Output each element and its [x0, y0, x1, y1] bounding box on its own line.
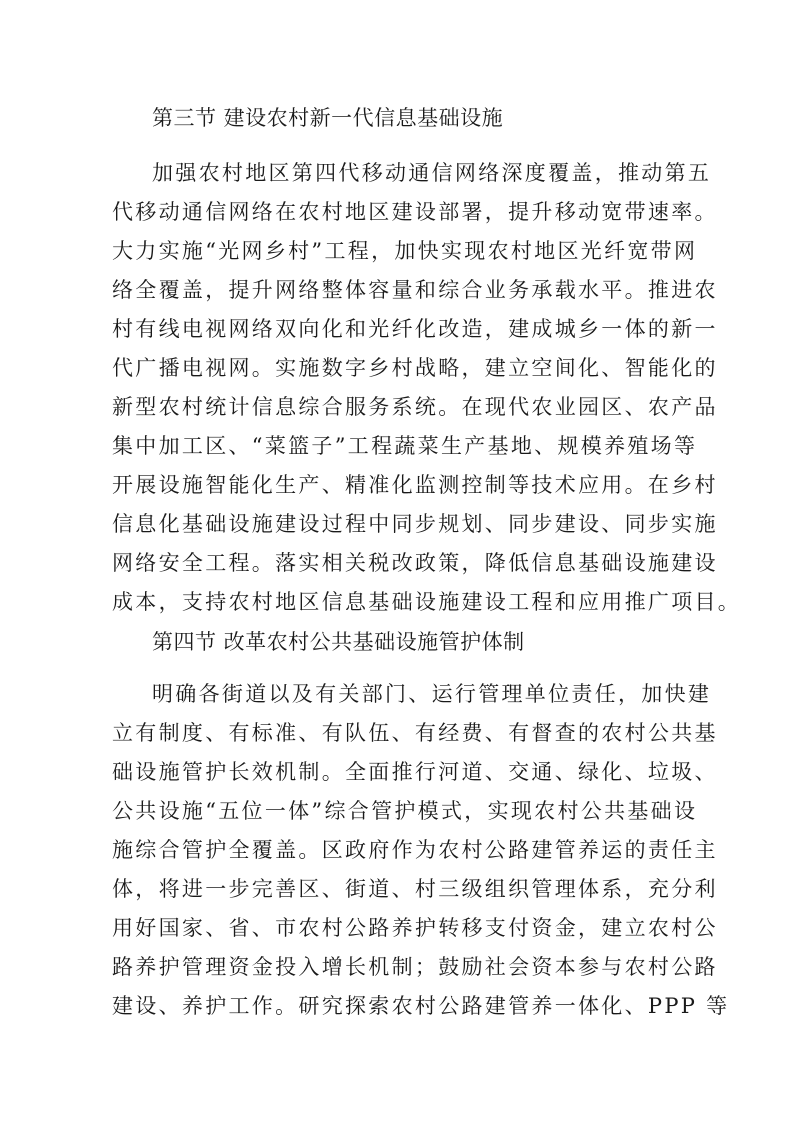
paragraph-line: 集中加工区、“菜篮子”工程蔬菜生产基地、规模养殖场等	[112, 434, 698, 458]
paragraph-line: 信息化基础设施建设过程中同步规划、同步建设、同步实施	[112, 512, 718, 536]
paragraph-line: 施综合管护全覆盖。区政府作为农村公路建管养运的责任主	[112, 838, 718, 862]
paragraph-line: 络全覆盖，提升网络整体容量和综合业务承载水平。推进农	[112, 278, 718, 302]
paragraph-line: 网络安全工程。落实相关税改政策，降低信息基础设施建设	[112, 551, 718, 575]
paragraph-line: 建设、养护工作。研究探索农村公路建管养一体化、PPP 等	[112, 994, 730, 1018]
paragraph-line: 大力实施“光网乡村”工程，加快实现农村地区光纤宽带网	[112, 239, 698, 263]
paragraph-line: 村有线电视网络双向化和光纤化改造，建成城乡一体的新一	[112, 317, 718, 341]
paragraph-line: 成本，支持农村地区信息基础设施建设工程和应用推广项目。	[112, 590, 742, 614]
paragraph-line: 立有制度、有标准、有队伍、有经费、有督查的农村公共基	[112, 721, 718, 745]
section-heading-3: 第三节 建设农村新一代信息基础设施	[152, 106, 504, 130]
paragraph-line: 体，将进一步完善区、街道、村三级组织管理体系，充分利	[112, 877, 718, 901]
paragraph-line: 路养护管理资金投入增长机制；鼓励社会资本参与农村公路	[112, 955, 718, 979]
paragraph-line: 明确各街道以及有关部门、运行管理单位责任，加快建	[152, 682, 712, 706]
paragraph-line: 公共设施“五位一体”综合管护模式，实现农村公共基础设	[112, 799, 698, 823]
section-heading-4: 第四节 改革农村公共基础设施管护体制	[152, 630, 525, 654]
paragraph-line: 新型农村统计信息综合服务系统。在现代农业园区、农产品	[112, 395, 718, 419]
paragraph-line: 础设施管护长效机制。全面推行河道、交通、绿化、垃圾、	[112, 760, 718, 784]
paragraph-line: 代移动通信网络在农村地区建设部署，提升移动宽带速率。	[112, 200, 718, 224]
paragraph-line: 加强农村地区第四代移动通信网络深度覆盖，推动第五	[152, 161, 712, 185]
paragraph-line: 开展设施智能化生产、精准化监测控制等技术应用。在乡村	[112, 473, 718, 497]
paragraph-line: 代广播电视网。实施数字乡村战略，建立空间化、智能化的	[112, 356, 718, 380]
paragraph-line: 用好国家、省、市农村公路养护转移支付资金，建立农村公	[112, 916, 718, 940]
